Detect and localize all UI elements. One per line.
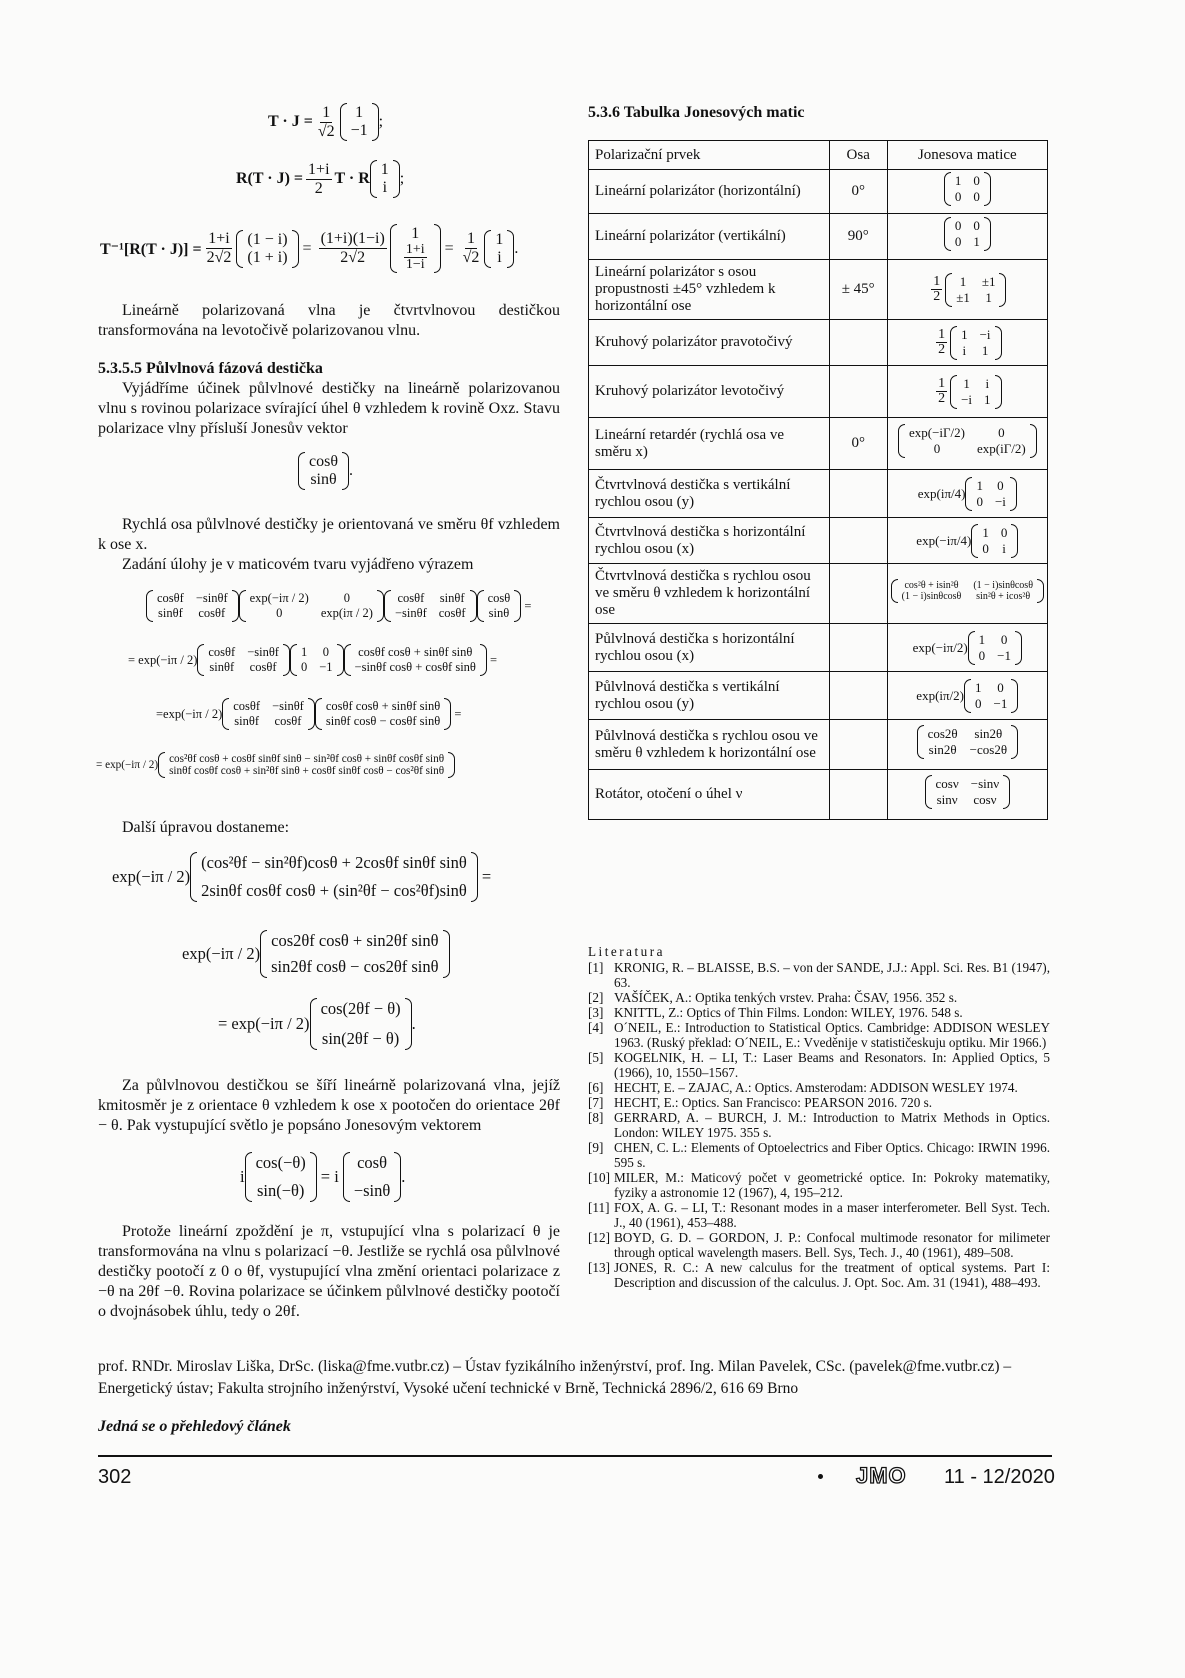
axis-cell [829, 470, 887, 518]
matrix-entry: i [962, 342, 967, 358]
matrix-entry: sinν [936, 792, 958, 807]
reference-text: FOX, A. G. – LI, T.: Resonant modes in a maser interferometer. Bell Syst. Tech. J., 40 (1961), 453–488. [614, 1200, 1050, 1230]
matrix-entry: −1 [997, 647, 1012, 663]
matrix-entry: (1 − i)sinθcosθ [973, 580, 1033, 591]
reference-item [588, 1080, 1050, 1095]
axis-cell [829, 366, 887, 418]
references-title: Literatura [588, 944, 665, 959]
reference-item [588, 1050, 1050, 1080]
reference-number: [10] [588, 1170, 610, 1185]
matrix-cell [887, 564, 1047, 624]
axis-cell [829, 518, 887, 564]
equation-product-4: = exp(−iπ / 2) cos²θf cosθ + cosθf sinθf sinθ − sin²θf cosθ + sinθf cosθf sinθ sinθf cosθf cosθ + sin²θf sinθ + cosθf sinθf cosθ − cos²θf sinθ [96, 752, 455, 778]
reference-text: KOGELNIK, H. – LI, T.: Laser Beams and Resonators. In: Applied Optics, 5 (1966), 10, 1550–1567. [614, 1050, 1050, 1080]
reference-text: HECHT, E. – ZAJAC, A.: Optics. Amsterodam: ADDISON WESLEY 1974. [614, 1080, 1018, 1095]
matrix-entry: 0 [954, 189, 962, 204]
table-row [589, 672, 1048, 720]
journal-logo: JMO [856, 1463, 907, 1488]
matrix-cell [887, 518, 1047, 564]
matrix-entry: 1 [961, 326, 968, 342]
matrix-entry: −i [979, 326, 991, 342]
paragraph: Vyjádříme účinek půlvlnové destičky na lineárně polarizovanou vlnu s rovinou polarizace svírající úhel θ vzhledem k rovině Oxz. Stavu polarizace vlny přísluší Jonesův vektor [98, 380, 560, 437]
matrix-prefactor: $\frac{1}{2}$ [933, 274, 941, 304]
matrix-entry: 0 [933, 441, 941, 456]
reference-text: MILER, M.: Maticový počet v geometrické optice. In: Pokroky matematiky, fyziky a astronomie 12 (1967), 4, 195–212. [614, 1170, 1050, 1200]
table-row [589, 320, 1048, 366]
table-row [589, 720, 1048, 770]
axis-cell: 0° [829, 170, 887, 214]
reference-text: JONES, R. C.: A new calculus for the treatment of optical systems. Part I: Description and discussion of the calculus. J. Opt. Soc. Am. 31 (1941), 488–493. [614, 1260, 1050, 1290]
reference-text: BOYD, G. D. – GORDON, J. P.: Confocal multimode resonator for milimeter through optical wavelength masers. Bell. Sys, Tech. J., 40 (1961), 489–508. [614, 1230, 1050, 1260]
table-row [589, 260, 1048, 320]
axis-cell [829, 624, 887, 672]
equation-inverse: T⁻¹[R(T · J)] = $\frac{1+i}{2√2}$ (1 − i) (1 + i) = $\frac{(1+i)(1-i)}{2√2}$ 1 $\frac{1+i}{1-i}$ = $\frac{1}{√2}$ 1 i . [100, 225, 519, 272]
element-name-cell: Kruhový polarizátor levotočivý [589, 366, 830, 418]
matrix-prefactor: $\frac{1}{2}$ [938, 327, 946, 357]
matrix-entry: 0 [975, 695, 982, 711]
reference-text: VAŠÍČEK, A.: Optika tenkých vrstev. Praha: ČSAV, 1956. 352 s. [614, 990, 958, 1005]
reference-text: GERRARD, A. – BURCH, J. M.: Introduction to Matrix Methods in Optics. London: WILEY 1975. 355 s. [614, 1110, 1050, 1140]
jones-matrix [968, 631, 1022, 665]
axis-cell [829, 770, 887, 820]
reference-text: CHEN, C. L.: Elements of Optoelectrics and Fiber Optics. Chicago: IRWIN 1996. 595 s. [614, 1140, 1050, 1170]
reference-item [588, 1110, 1050, 1140]
column-header: Osa [829, 141, 887, 170]
matrix-entry: sin²θ + icos²θ [976, 591, 1031, 602]
matrix-entry: i [1002, 540, 1006, 556]
matrix-cell [887, 214, 1047, 260]
matrix-entry: sin2θ [974, 726, 1003, 741]
matrix-entry: −cos2θ [969, 742, 1008, 757]
vector: (1 − i) (1 + i) [236, 230, 298, 268]
reference-number: [6] [588, 1080, 604, 1095]
reference-number: [11] [588, 1200, 610, 1215]
matrix-cell [887, 470, 1047, 518]
axis-cell: 0° [829, 418, 887, 470]
issue-number: 11 - 12/2020 [944, 1466, 1055, 1488]
table-row [589, 470, 1048, 518]
matrix-prefactor: exp(−iπ/2) [912, 639, 968, 655]
jones-matrix [950, 326, 1001, 360]
paragraph: Protože lineární zpoždění je π, vstupující vlna s polarizací θ je transformována na vlnu s polarizací −θ. Jestliže se rychlá osa půlvlnové destičky pootočí z 0 o θf, vystupující vlna změní orientaci polarizace z −θ na 2θf −θ. Rovina polarizace se účinkem půlvlnové destičky pootočí o dvojnásobek úhlu, tedy o 2θf. [98, 1223, 560, 1320]
axis-cell [829, 720, 887, 770]
element-name-cell: Lineární polarizátor (horizontální) [589, 170, 830, 214]
matrix-entry: cosν [973, 792, 997, 807]
reference-number: [4] [588, 1020, 604, 1035]
jones-matrix [965, 477, 1016, 511]
matrix-entry: 1 [963, 375, 970, 391]
matrix-entry: 1 [959, 273, 967, 289]
matrix-entry: 1 [954, 173, 962, 188]
reference-item [588, 960, 1050, 990]
author-info: prof. RNDr. Miroslav Liška, DrSc. (liska@fme.vutbr.cz) – Ústav fyzikálního inženýrství, prof. Ing. Milan Pavelek, CSc. (pavelek@fme.vutbr.cz) – Energetický ústav; Fakulta strojního inženýrství, Vysoké učení technické v Brně, Technická 2896/2, 616 69 Brno [98, 1358, 1012, 1397]
element-name-cell: Čtvrtvlnová destička s vertikální rychlou osou (y) [589, 470, 830, 518]
jones-matrix [891, 579, 1044, 603]
table-row [589, 366, 1048, 418]
matrix-cell [887, 320, 1047, 366]
reference-number: [12] [588, 1230, 610, 1245]
table-row [589, 170, 1048, 214]
reference-number: [5] [588, 1050, 604, 1065]
section-heading: 5.3.5.5 Půlvlnová fázová destička [98, 360, 323, 377]
matrix-entry: 0 [998, 425, 1005, 440]
matrix-entry: 1 [981, 342, 989, 358]
axis-cell: 90° [829, 214, 887, 260]
matrix-entry: 1 [976, 477, 983, 493]
equation-lhs: R(T · J) = [236, 170, 304, 187]
references [588, 944, 1050, 1290]
reference-item [588, 1095, 1050, 1110]
jones-matrix [950, 375, 1001, 409]
reference-item [588, 1200, 1050, 1230]
element-name-cell: Půlvlnová destička s horizontální rychlou osou (x) [589, 624, 830, 672]
table-row [589, 418, 1048, 470]
matrix-entry: (1 − i)sinθcosθ [901, 591, 962, 602]
paragraph: Další úpravou dostaneme: [122, 819, 290, 836]
element-name-cell: Půlvlnová destička s vertikální rychlou osou (y) [589, 672, 830, 720]
matrix-entry: −1 [993, 695, 1008, 711]
paragraph: Lineárně polarizovaná vlna je čtvrtvlnovou destičkou transformována na levotočivě polarizovanou vlnu. [98, 302, 560, 339]
matrix-entry: sin2θ [928, 742, 957, 757]
paragraph: Za půlvlnovou destičkou se šíří lineárně polarizovaná vlna, jejíž kmitosměr je z orientace θ vzhledem k ose x pootočen do orientace 2θf − θ. Pak vystupující světlo je popsáno Jonesovým vektorem [98, 1077, 560, 1134]
reference-number: [2] [588, 990, 604, 1005]
footer-rule [98, 1455, 1052, 1457]
table-row [589, 624, 1048, 672]
matrix-cell [887, 366, 1047, 418]
table-row [589, 770, 1048, 820]
matrix-entry: exp(iΓ/2) [976, 441, 1026, 456]
vector: 1 i [370, 160, 400, 198]
matrix-prefactor: exp(iπ/2) [916, 687, 965, 703]
matrix-entry: −i [961, 391, 973, 407]
reference-text: O´NEIL, E.: Introduction to Statistical Optics. Cambridge: ADDISON WESLEY 1963. (Ruský překlad: O´NEIL, E.: Vveděnije v statističeskuju optiku. Mir 1966.) [614, 1020, 1050, 1050]
matrix-cell [887, 720, 1047, 770]
table-title: 5.3.6 Tabulka Jonesových matic [588, 104, 805, 121]
element-name-cell: Čtvrtvlnová destička s horizontální rychlou osou (x) [589, 518, 830, 564]
matrix-entry: 1 [978, 631, 986, 647]
matrix-entry: 0 [954, 234, 962, 249]
matrix-cell [887, 770, 1047, 820]
reference-number: [1] [588, 960, 604, 975]
jones-matrix [898, 424, 1037, 458]
jones-vector: cosθ sinθ . [298, 452, 353, 490]
matrix-entry: 0 [973, 218, 980, 233]
matrix-cell [887, 672, 1047, 720]
reference-item [588, 1260, 1050, 1290]
reference-item [588, 990, 1050, 1005]
matrix-entry: 0 [973, 189, 980, 204]
jones-matrix [944, 217, 991, 251]
element-name-cell: Čtvrtvlnová destička s rychlou osou ve směru θ vzhledem k horizontální ose [589, 564, 830, 624]
vector: 1 −1 [340, 103, 379, 141]
element-name-cell: Kruhový polarizátor pravotočivý [589, 320, 830, 366]
reference-number: [8] [588, 1110, 604, 1125]
table-header-row [589, 141, 1048, 170]
page-number: 302 [98, 1466, 132, 1488]
equation-big-3: = exp(−iπ / 2) cos(2θf − θ) sin(2θf − θ) . [218, 999, 416, 1048]
matrix-entry: 1 [985, 289, 992, 305]
matrix-entry: 1 [973, 234, 980, 249]
paragraph: Rychlá osa půlvlnové destičky je orientovaná ve směru θf vzhledem k ose x. [98, 516, 560, 553]
vector: 1 i [484, 230, 514, 268]
equation-product-3: =exp(−iπ / 2) cosθf −sinθf sinθf cosθf cosθf cosθ + sinθf sinθ sinθf cosθ − cosθf sinθ = [156, 699, 462, 728]
matrix-cell [887, 624, 1047, 672]
matrix-cell [887, 260, 1047, 320]
matrix-entry: 0 [1000, 631, 1008, 647]
reference-text: KRONIG, R. – BLAISSE, B.S. – von der SANDE, J.J.: Appl. Sci. Res. B1 (1947), 63. [614, 960, 1050, 990]
equation-tj: T · J = $\frac{1}{√2}$ 1 −1 ; [268, 103, 384, 140]
reference-number: [13] [588, 1260, 610, 1275]
reference-text: HECHT, E.: Optics. San Francisco: PEARSON 2016. 720 s. [614, 1095, 933, 1110]
matrix-entry: 1 [975, 679, 982, 695]
jones-matrix [917, 725, 1018, 759]
equation-lhs: T · J = [268, 113, 313, 130]
element-name-cell: Půlvlnová destička s rychlou osou ve směru θ vzhledem k horizontální ose [589, 720, 830, 770]
reference-number: [9] [588, 1140, 604, 1155]
matrix-entry: 0 [982, 540, 989, 556]
matrix-entry: 0 [978, 647, 986, 663]
jones-matrix [971, 524, 1018, 558]
matrix-cell [887, 418, 1047, 470]
matrix-entry: 0 [976, 493, 983, 509]
matrix-entry: −sinν [970, 776, 1000, 791]
element-name-cell: Rotátor, otočení o úhel ν [589, 770, 830, 820]
reference-number: [3] [588, 1005, 604, 1020]
vector: 1 $\frac{1+i}{1-i}$ [390, 224, 441, 273]
matrix-prefactor: exp(−iπ/4) [916, 532, 972, 548]
element-name-cell: Lineární polarizátor (vertikální) [589, 214, 830, 260]
reference-item [588, 1170, 1050, 1200]
matrix-entry: 0 [954, 218, 962, 233]
matrix-entry: cos²θ + isin²θ [904, 580, 959, 591]
matrix-prefactor: exp(iπ/4) [917, 485, 966, 501]
axis-cell [829, 564, 887, 624]
matrix-entry: cosν [935, 776, 959, 791]
matrix-entry: −i [994, 493, 1006, 509]
equation-output-vector: i cos(−θ) sin(−θ) = i cosθ −sinθ . [240, 1153, 406, 1200]
jones-matrix [945, 273, 1006, 307]
matrix-entry: 0 [973, 173, 980, 188]
matrix-cell [887, 170, 1047, 214]
equation-big-2: exp(−iπ / 2) cos2θf cosθ + sin2θf sinθ sin2θf cosθ − cos2θf sinθ [182, 930, 450, 978]
bullet-mark [818, 1474, 823, 1479]
matrix-entry: exp(−iΓ/2) [908, 425, 965, 440]
equation-rtj: R(T · J) = $\frac{1+i}{2}$ T · R 1 i ; [236, 160, 405, 197]
matrix-prefactor: $\frac{1}{2}$ [938, 376, 946, 406]
reference-item [588, 1140, 1050, 1170]
matrix-entry: 0 [1000, 524, 1008, 540]
matrix-entry: 0 [997, 679, 1004, 695]
reference-number: [7] [588, 1095, 604, 1110]
jones-matrix-table [588, 140, 1048, 820]
jones-matrix [925, 775, 1011, 809]
axis-cell: ± 45° [829, 260, 887, 320]
jones-matrix [944, 172, 991, 206]
matrix-entry: ±1 [981, 273, 996, 289]
equation-big-1: exp(−iπ / 2) (cos²θf − sin²θf)cosθ + 2cosθf sinθf sinθ 2sinθf cosθf cosθ + (sin²θf − cos²θf)sinθ = [112, 853, 492, 900]
equation-lhs: T⁻¹[R(T · J)] = [100, 240, 202, 258]
table-row [589, 518, 1048, 564]
matrix-entry: ±1 [956, 289, 970, 305]
matrix-entry: i [985, 375, 990, 391]
equation-product-2: = exp(−iπ / 2) cosθf −sinθf sinθf cosθf 1 0 0 −1 cosθf cosθ + sinθf sinθ −sinθf cosθ + cosθf sinθ = [128, 645, 498, 674]
column-header: Polarizační prvek [589, 141, 830, 170]
reference-item [588, 1230, 1050, 1260]
table-row [589, 564, 1048, 624]
reference-text: KNITTL, Z.: Optics of Thin Films. London: WILEY, 1976. 548 s. [614, 1005, 963, 1020]
matrix-entry: cos2θ [927, 726, 958, 741]
jones-matrix [964, 679, 1018, 713]
element-name-cell: Lineární retardér (rychlá osa ve směru x) [589, 418, 830, 470]
element-name-cell: Lineární polarizátor s osou propustnosti ±45° vzhledem k horizontální ose [589, 260, 830, 320]
matrix-entry: 0 [997, 477, 1004, 493]
axis-cell [829, 672, 887, 720]
matrix-entry: 1 [982, 524, 989, 540]
table-row [589, 214, 1048, 260]
article-type-note: Jedná se o přehledový článek [98, 1418, 291, 1435]
equation-product-1: cosθf −sinθf sinθf cosθf exp(−iπ / 2) 0 0 exp(iπ / 2) cosθf sinθf −sinθf cosθf cosθ sinθ = [146, 590, 531, 622]
paragraph: Zadání úlohy je v maticovém tvaru vyjádřeno výrazem [122, 556, 474, 573]
column-header: Jonesova matice [887, 141, 1047, 170]
matrix-entry: 1 [984, 391, 991, 407]
reference-item [588, 1020, 1050, 1050]
axis-cell [829, 320, 887, 366]
reference-item [588, 1005, 1050, 1020]
